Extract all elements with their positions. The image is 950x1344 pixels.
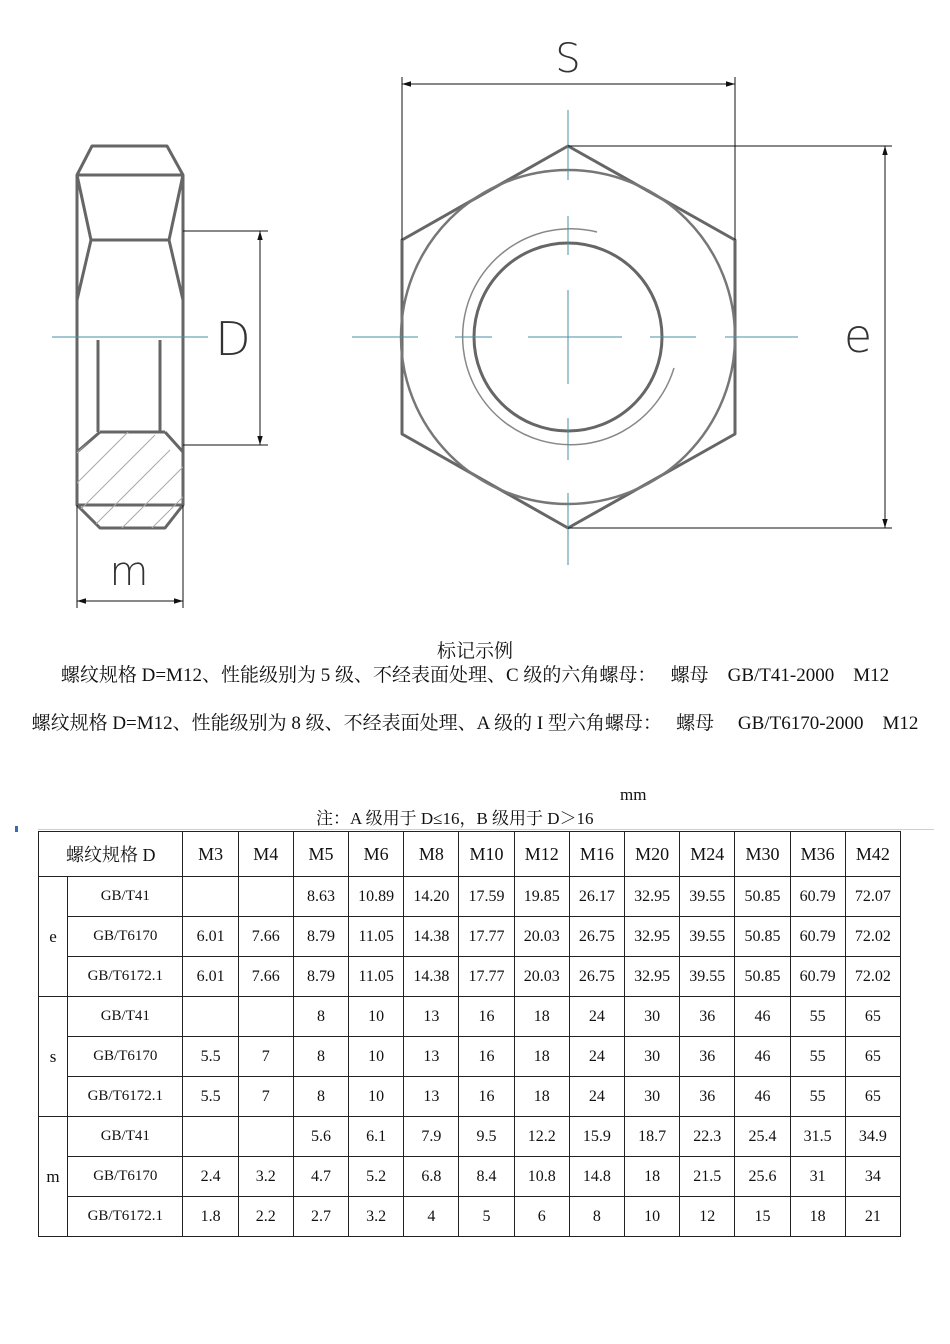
- value-cell: 39.55: [680, 877, 735, 917]
- standard-cell: GB/T6170: [68, 917, 183, 957]
- value-cell: 12.2: [514, 1117, 569, 1157]
- header-size: M8: [404, 832, 459, 877]
- value-cell: 15.9: [569, 1117, 624, 1157]
- value-cell: 16: [459, 1077, 514, 1117]
- value-cell: 21: [845, 1197, 900, 1237]
- value-cell: 11.05: [349, 917, 404, 957]
- value-cell: 14.38: [404, 957, 459, 997]
- value-cell: 50.85: [735, 877, 790, 917]
- group-label: s: [39, 997, 68, 1117]
- value-cell: 13: [404, 1037, 459, 1077]
- value-cell: 60.79: [790, 877, 845, 917]
- value-cell: 20.03: [514, 917, 569, 957]
- value-cell: 18.7: [624, 1117, 679, 1157]
- label-s: S: [555, 36, 581, 82]
- standard-cell: GB/T6170: [68, 1157, 183, 1197]
- header-size: M4: [238, 832, 293, 877]
- value-cell: 22.3: [680, 1117, 735, 1157]
- value-cell: 25.6: [735, 1157, 790, 1197]
- standard-cell: GB/T6172.1: [68, 957, 183, 997]
- standard-cell: GB/T6172.1: [68, 1197, 183, 1237]
- value-cell: 8.63: [293, 877, 348, 917]
- value-cell: 72.07: [845, 877, 900, 917]
- value-cell: 10: [624, 1197, 679, 1237]
- value-cell: 10: [349, 997, 404, 1037]
- value-cell: 5: [459, 1197, 514, 1237]
- header-size: M10: [459, 832, 514, 877]
- value-cell: 13: [404, 997, 459, 1037]
- value-cell: 1.8: [183, 1197, 238, 1237]
- standard-cell: GB/T41: [68, 877, 183, 917]
- value-cell: 30: [624, 1077, 679, 1117]
- value-cell: 8.79: [293, 917, 348, 957]
- value-cell: 50.85: [735, 917, 790, 957]
- header-size: M20: [624, 832, 679, 877]
- value-cell: 14.20: [404, 877, 459, 917]
- value-cell: [238, 1117, 293, 1157]
- marking-example-2: 螺纹规格 D=M12、性能级别为 8 级、不经表面处理、A 级的 I 型六角螺母： 螺母 GB/T6170-2000 M12: [31, 713, 919, 734]
- value-cell: 36: [680, 997, 735, 1037]
- value-cell: 7: [238, 1077, 293, 1117]
- value-cell: 6.01: [183, 917, 238, 957]
- value-cell: 65: [845, 1077, 900, 1117]
- value-cell: 10.8: [514, 1157, 569, 1197]
- value-cell: 17.77: [459, 957, 514, 997]
- value-cell: 8: [293, 1037, 348, 1077]
- value-cell: 16: [459, 1037, 514, 1077]
- value-cell: 46: [735, 997, 790, 1037]
- value-cell: [183, 1117, 238, 1157]
- standard-cell: GB/T6172.1: [68, 1077, 183, 1117]
- value-cell: 32.95: [624, 877, 679, 917]
- value-cell: 6.8: [404, 1157, 459, 1197]
- value-cell: 8.79: [293, 957, 348, 997]
- value-cell: 18: [514, 1037, 569, 1077]
- value-cell: 34: [845, 1157, 900, 1197]
- value-cell: 50.85: [735, 957, 790, 997]
- value-cell: 18: [514, 1077, 569, 1117]
- unit-label: mm: [620, 785, 647, 804]
- header-size: M24: [680, 832, 735, 877]
- value-cell: 4.7: [293, 1157, 348, 1197]
- value-cell: 39.55: [680, 917, 735, 957]
- grade-note: 注：A 级用于 D≤16，B 级用于 D＞16: [316, 809, 594, 828]
- table-top-rule: [38, 829, 934, 830]
- value-cell: 24: [569, 997, 624, 1037]
- value-cell: [238, 877, 293, 917]
- value-cell: 36: [680, 1077, 735, 1117]
- value-cell: 3.2: [238, 1157, 293, 1197]
- value-cell: 17.77: [459, 917, 514, 957]
- value-cell: 31.5: [790, 1117, 845, 1157]
- value-cell: 19.85: [514, 877, 569, 917]
- value-cell: 72.02: [845, 917, 900, 957]
- table-header-row: [39, 832, 901, 877]
- cursor-marker: [15, 826, 18, 832]
- value-cell: 17.59: [459, 877, 514, 917]
- value-cell: 4: [404, 1197, 459, 1237]
- value-cell: 16: [459, 997, 514, 1037]
- value-cell: 36: [680, 1037, 735, 1077]
- value-cell: [238, 997, 293, 1037]
- value-cell: 26.75: [569, 957, 624, 997]
- header-size: M16: [569, 832, 624, 877]
- standard-cell: GB/T41: [68, 1117, 183, 1157]
- nut-dimension-table: [38, 831, 901, 1237]
- value-cell: 65: [845, 1037, 900, 1077]
- value-cell: 2.2: [238, 1197, 293, 1237]
- value-cell: 30: [624, 997, 679, 1037]
- value-cell: 65: [845, 997, 900, 1037]
- value-cell: 11.05: [349, 957, 404, 997]
- value-cell: 55: [790, 1077, 845, 1117]
- value-cell: 7.66: [238, 957, 293, 997]
- value-cell: 6.1: [349, 1117, 404, 1157]
- label-D: D: [215, 312, 251, 366]
- value-cell: 55: [790, 1037, 845, 1077]
- value-cell: 60.79: [790, 957, 845, 997]
- value-cell: 24: [569, 1037, 624, 1077]
- table-row: [39, 957, 901, 997]
- hex-nut-drawing: [0, 0, 950, 620]
- value-cell: 7.9: [404, 1117, 459, 1157]
- value-cell: 60.79: [790, 917, 845, 957]
- value-cell: 20.03: [514, 957, 569, 997]
- label-e: e: [843, 309, 873, 363]
- value-cell: 8: [293, 997, 348, 1037]
- value-cell: [183, 997, 238, 1037]
- value-cell: 6.01: [183, 957, 238, 997]
- value-cell: 34.9: [845, 1117, 900, 1157]
- value-cell: 25.4: [735, 1117, 790, 1157]
- table-row: [39, 917, 901, 957]
- value-cell: 26.75: [569, 917, 624, 957]
- value-cell: 12: [680, 1197, 735, 1237]
- value-cell: 24: [569, 1077, 624, 1117]
- standard-cell: GB/T41: [68, 997, 183, 1037]
- value-cell: 32.95: [624, 917, 679, 957]
- value-cell: 10: [349, 1077, 404, 1117]
- header-size: M12: [514, 832, 569, 877]
- value-cell: 5.6: [293, 1117, 348, 1157]
- table-row: [39, 1117, 901, 1157]
- value-cell: 13: [404, 1077, 459, 1117]
- value-cell: 8: [569, 1197, 624, 1237]
- value-cell: 5.2: [349, 1157, 404, 1197]
- table-row: [39, 1077, 901, 1117]
- value-cell: 46: [735, 1037, 790, 1077]
- value-cell: 18: [624, 1157, 679, 1197]
- standard-cell: GB/T6170: [68, 1037, 183, 1077]
- group-label: m: [39, 1117, 68, 1237]
- value-cell: 9.5: [459, 1117, 514, 1157]
- value-cell: 2.7: [293, 1197, 348, 1237]
- value-cell: 18: [790, 1197, 845, 1237]
- marking-example-title: 标记示例: [436, 641, 513, 662]
- value-cell: 14.38: [404, 917, 459, 957]
- value-cell: 2.4: [183, 1157, 238, 1197]
- header-thread-spec: 螺纹规格 D: [39, 832, 183, 877]
- header-size: M5: [293, 832, 348, 877]
- header-size: M36: [790, 832, 845, 877]
- marking-example-1: 螺纹规格 D=M12、性能级别为 5 级、不经表面处理、C 级的六角螺母： 螺母 GB/T41-2000 M12: [60, 665, 890, 686]
- value-cell: 39.55: [680, 957, 735, 997]
- value-cell: 5.5: [183, 1077, 238, 1117]
- value-cell: 3.2: [349, 1197, 404, 1237]
- value-cell: 31: [790, 1157, 845, 1197]
- value-cell: 15: [735, 1197, 790, 1237]
- table-row: [39, 997, 901, 1037]
- value-cell: 10.89: [349, 877, 404, 917]
- value-cell: 26.17: [569, 877, 624, 917]
- group-label: e: [39, 877, 68, 997]
- value-cell: 55: [790, 997, 845, 1037]
- value-cell: 10: [349, 1037, 404, 1077]
- value-cell: 8: [293, 1077, 348, 1117]
- value-cell: 6: [514, 1197, 569, 1237]
- value-cell: 21.5: [680, 1157, 735, 1197]
- header-size: M42: [845, 832, 900, 877]
- value-cell: 7: [238, 1037, 293, 1077]
- header-size: M30: [735, 832, 790, 877]
- header-size: M3: [183, 832, 238, 877]
- value-cell: 14.8: [569, 1157, 624, 1197]
- front-view-centerlines: [352, 110, 798, 565]
- value-cell: 7.66: [238, 917, 293, 957]
- value-cell: 46: [735, 1077, 790, 1117]
- value-cell: 18: [514, 997, 569, 1037]
- value-cell: 8.4: [459, 1157, 514, 1197]
- label-m: m: [109, 549, 149, 595]
- table-row: [39, 1157, 901, 1197]
- value-cell: 72.02: [845, 957, 900, 997]
- table-row: [39, 1197, 901, 1237]
- table-row: [39, 877, 901, 917]
- value-cell: [183, 877, 238, 917]
- value-cell: 30: [624, 1037, 679, 1077]
- value-cell: 32.95: [624, 957, 679, 997]
- table-row: [39, 1037, 901, 1077]
- value-cell: 5.5: [183, 1037, 238, 1077]
- header-size: M6: [349, 832, 404, 877]
